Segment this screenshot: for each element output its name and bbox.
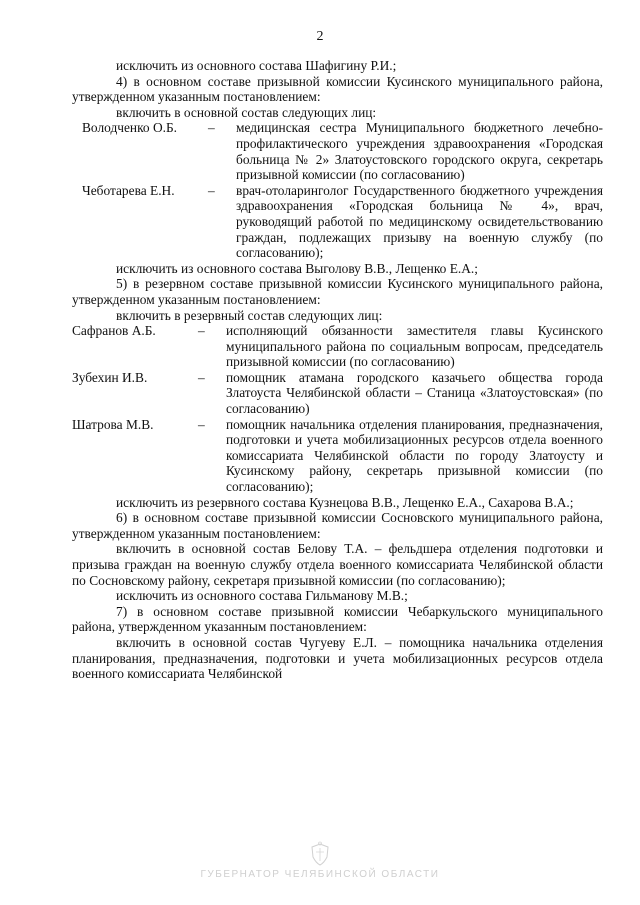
list-item bbox=[72, 370, 603, 417]
list-item bbox=[82, 120, 603, 182]
list-item bbox=[82, 183, 603, 261]
footer-watermark bbox=[0, 841, 640, 891]
paragraph: 6) в основном составе призывной комиссии Сосновского муниципального района, утвержденном указанным постановлением: bbox=[72, 510, 603, 541]
paragraph: включить в основной состав Белову Т.А. – фельдшера отделения подготовки и призыва граждан на военную службу отдела военного комиссариата Челябинской области по Сосновскому району, секретаря призывной комиссии (по согласованию); bbox=[72, 541, 603, 588]
paragraph: исключить из основного состава Выголову В.В., Лещенко Е.А.; bbox=[116, 260, 478, 276]
person-description: медицинская сестра Муниципального бюджетного лечебно-профилактического учреждения здравоохранения «Городская больница № 2» Златоустовского городского округа, секретарь призывной комиссии (по согласованию) bbox=[236, 120, 603, 183]
paragraph: включить в основной состав следующих лиц: bbox=[116, 104, 377, 120]
paragraph: исключить из основного состава Гильманову М.В.; bbox=[116, 588, 408, 604]
dash-separator: – bbox=[198, 416, 205, 432]
person-name: Сафранов А.Б. bbox=[72, 323, 156, 339]
person-description: помощник начальника отделения планирования, предназначения, подготовки и учета мобилизационных ресурсов отдела военного комиссариата Челябинской области по городу Златоусту и Кусинскому району, секретарь призывной комиссии (по согласованию); bbox=[226, 416, 603, 495]
paragraph: включить в резервный состав следующих лиц: bbox=[116, 307, 383, 323]
paragraph: включить в основной состав Чугуеву Е.Л. – помощника начальника отделения планирования, предназначения, подготовки и учета мобилизационных ресурсов отдела военного комиссариата Челябинской bbox=[72, 634, 603, 682]
page-number: 2 bbox=[316, 29, 324, 44]
dash-separator: – bbox=[208, 182, 215, 198]
dash-separator: – bbox=[198, 369, 205, 385]
dash-separator: – bbox=[198, 323, 205, 339]
document-body bbox=[72, 58, 603, 682]
coat-of-arms-icon bbox=[308, 841, 332, 867]
list-item bbox=[72, 417, 603, 495]
dash-separator: – bbox=[208, 120, 215, 136]
list-item bbox=[72, 323, 603, 370]
footer-text: ГУБЕРНАТОР ЧЕЛЯБИНСКОЙ ОБЛАСТИ bbox=[200, 869, 440, 880]
paragraph: исключить из основного состава Шафигину Р.И.; bbox=[116, 58, 397, 73]
person-description: помощник атамана городского казачьего общества города Златоуста Челябинской области – Станица «Златоустовская» (по согласованию) bbox=[226, 369, 603, 417]
paragraph: исключить из резервного состава Кузнецова В.В., Лещенко Е.А., Сахарова В.А.; bbox=[116, 494, 574, 510]
person-name: Володченко О.Б. bbox=[82, 120, 178, 136]
paragraph: 4) в основном составе призывной комиссии Кусинского муниципального района, утвержденном указанным постановлением: bbox=[72, 73, 603, 105]
person-description: врач-отоларинголог Государственного бюджетного учреждения здравоохранения «Городская больница № 4», врач, руководящий работой по медицинскому освидетельствованию граждан, подлежащих призыву на военную службу (по согласованию); bbox=[236, 182, 603, 261]
person-name: Чеботарева Е.Н. bbox=[82, 182, 175, 198]
person-name: Шатрова М.В. bbox=[72, 416, 154, 432]
person-description: исполняющий обязанности заместителя главы Кусинского муниципального района по социальным вопросам, председатель призывной комиссии (по согласованию) bbox=[226, 323, 603, 370]
person-name: Зубехин И.В. bbox=[72, 369, 148, 385]
paragraph: 7) в основном составе призывной комиссии Чебаркульского муниципального района, утвержденном указанным постановлением: bbox=[72, 603, 603, 635]
paragraph: 5) в резервном составе призывной комиссии Кусинского муниципального района, утвержденном указанным постановлением: bbox=[72, 276, 603, 307]
